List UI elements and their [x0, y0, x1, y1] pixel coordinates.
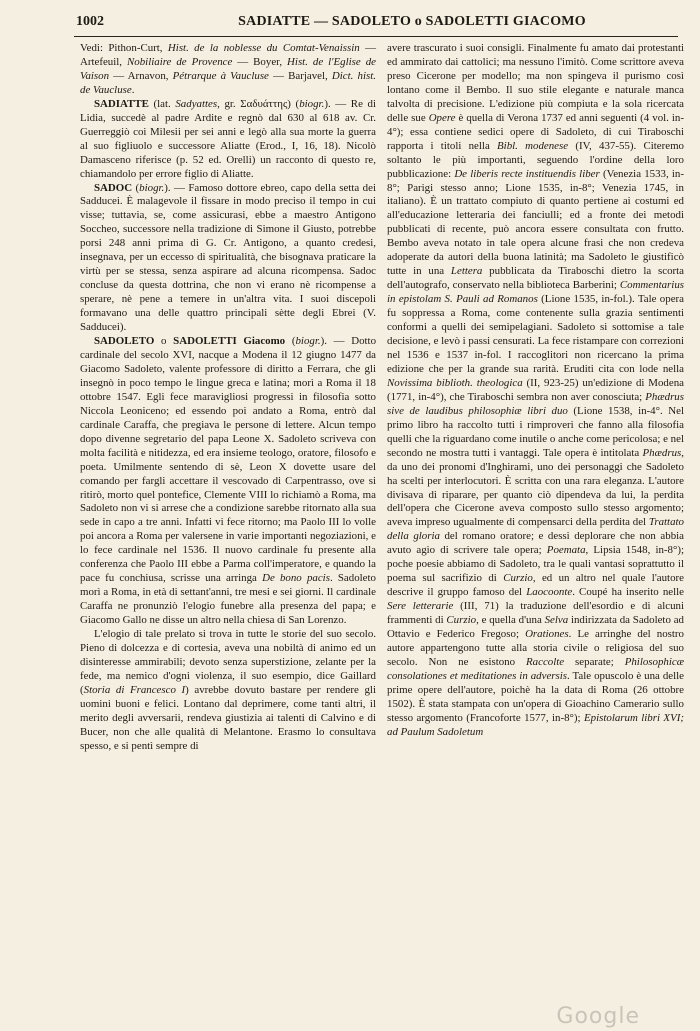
running-title: SADIATTE — SADOLETO o SADOLETTI GIACOMO: [238, 14, 586, 29]
paragraph: L'elogio di tale prelato si trova in tutte le storie del suo secolo. Pieno di dolcezza e di cortesia, aveva una nobiltà di animo ed un disinteresse ammirabili; devoto senza superstizione, zelante per la fede, ma nemico d'ogni violenza, il suo esempio, dice Gaillard (Storia di Francesco I) avrebbe dovuto bastare per rendere gli uomini buoni e felici. Lontano dal deprimere, come tanti altri, il merito degli avversarii, rendeva giustizia ai talenti di Calvino e di Bucer, non che alle qualità di Melantone. Erasmo lo consultava spesso, e si pentì sempre di: [80, 628, 376, 752]
header-rule: [74, 36, 678, 37]
watermark: Google: [556, 1004, 640, 1029]
page-header: [76, 10, 678, 34]
paragraph: SADOLETO o SADOLETTI Giacomo (biogr.). — Dotto cardinale del secolo XVI, nacque a Modena il 12 giugno 1477 da Giacomo Sadoleto, valente professore di diritto a Ferrara, che gli insegnò in poco tempo le lingue greca e latina; morì a Roma il 18 ottobre 1547. Egli fece maravigliosi progressi in filosofia sotto Niccola Leoniceno; ed essendo poi andato a Roma, entrò dal cardinale Caraffa, che pregiava le persone di lettere. Alcun tempo dopo divenne segretario del papa Leone X. Sadoleto scriveva con molta facilità e nitidezza, ed era insieme teologo, oratore, filosofo e poeta. Umilmente sentendo di sè, Leon X dovette usare del comando per fargli accettare il vescovado di Carpentrasso, ove si ritirò, morto quel pontefice, Clemente VIII lo richiamò a Roma, ma Sadoleto non vi si arrese che a condizione sarebbe ritornato alla sua sede in capo a tre anni. Infatti vi fece ritorno; ma Paolo III lo volle poi ancora a Roma per valersene in varie importanti negoziazioni, e lo fece cardinale nel 1536. Il nuovo cardinale fu presente alla conferenza che Paolo III ebbe a Parma coll'imperatore, e quando la pace fu conchiusa, scrisse una arringa De bono pacis. Sadoleto morì a Roma, in età di settant'anni, tre mesi e sei giorni. Il cardinale Caraffa ne pronunziò l'elogio funebre alla presenza del papa; e Giacomo Gallo ne disse un altro nella chiesa di San Lorenzo.: [80, 335, 377, 627]
right-column: [387, 42, 684, 740]
paragraph: SADOC (biogr.). — Famoso dottore ebreo, capo della setta dei Sadducei. È malagevole il fissare in modo preciso il tempo in cui visse; tuttavia, se, come assicurasi, ebbe a maestro Antigono Soccheo, successore nella tradizione di Simone il Giusto, potrebbe porsi 248 anni prima di G. Cr. Antigono, a quanto credesi, insegnava, per un eccesso di spiritualità, che bisognava praticare la virtù per se stessa, senza aspirare ad alcuna ricompensa. Sadoc concluse da questa dottrina, che non vi erano nè ricompense a sperare, nè pene a temere in un'altra vita. I suoi discepoli formavano una delle quattro principali sètte degli Ebrei (V. Sadducei).: [80, 181, 376, 334]
left-column: [80, 42, 376, 754]
paragraph: Vedi: Pithon-Curt, Hist. de la noblesse du Comtat-Venaissin — Artefeuil, Nobiliaire de Provence — Boyer, Hist. de l'Eglise de Vaison — Arnavon, Pétrarque à Vaucluse — Barjavel, Dict. hist. de Vaucluse.: [80, 42, 377, 96]
paragraph: SADIATTE (lat. Sadyattes, gr. Σαδυάττης) (biogr.). — Re di Lidia, succedè al padre Ardite e regnò dal 630 al 618 av. Cr. Guerreggiò coi Milesii per sei anni e legò alla sua morte la guerra al suo figliuolo e successore Aliatte (Erod., I, 16, 18). Nicolò Damasceno riferisce (p. 52 ed. Orelli) un racconto di questo re, chiamandolo per errore figlio di Aliatte.: [80, 97, 376, 180]
page-number: 1002: [76, 14, 104, 29]
paragraph: avere trascurato i suoi consigli. Finalmente fu amato dai protestanti ed ammirato dai cattolici; ma nessuno l'imitò. Come scrittore aveva preso Cicerone per modello; ma non spingeva il purismo così lontano come il Bembo. Il suo stile elegante e naturale manca talvolta di precisione. L'edizione più compiuta e la sola ricercata delle sue Opere è quella di Verona 1737 ed anni seguenti (4 vol. in-4°); essa contiene sedici opere di Sadoleto, di cui Tiraboschi rapporta i titoli nella Bibl. modenese (IV, 437-55). Citeremo soltanto le più importanti, seguendo l'ordine della loro pubblicazione: De liberis recte instituendis liber (Venezia 1533, in-8°; Parigi stesso anno; Lione 1535, in-8°; Venezia 1745, in italiano). È un trattato compiuto di quanto pertiene ai costumi ed all'educazione letteraria dei fanciulli; ed a fronte dei metodi pubblicati di recente, può ancora essere consultata con frutto. Bembo aveva notato in tale opera alcune frasi che non credeva adoperate da autori della buona latinità; ma Sadoleto le giustificò tutte in una Lettera pubblicata da Tiraboschi dietro la scorta dell'autografo, conservato nella biblioteca Barberini; Commentarius in epistolam S. Pauli ad Romanos (Lione 1535, in-fol.). Tale opera fu soppressa a Roma, come contenente sulla grazia sentimenti conformi a quelli dei semipelagiani. Sadoleto si sottomise a tale decisione, e levò i passi censurati. La fece ristampare con correzioni nel 1536 e 1537 in-fol. I raccoglitori non ricercano la prima edizione che per la grande sua rarità. Eruditi cita con lode nella Novissima biblioth. theologica (II, 923-25) un'edizione di Modena (1771, in-4°), che Tiraboschi sembra non aver conosciuta; Phædrus sive de laudibus philosophiæ libri duo (Lione 1538, in-4°. Nel primo libro ha raccolto tutti i rimproveri che fanno alla filosofia quelli che la riguardano come inutile o anche come pericolosa; e nel secondo ne mostra tutti i vantaggi. Tale opera è intitolata Phædrus, da uno dei pronomi d'Inghirami, uno dei personaggi che Sadoleto ha scelti per interlocutori. È scritta con una rara eleganza. L'autore divisava di riparare, per quanto ciò dipendeva da lui, la perdita dell'opera che Cicerone aveva composto sullo stesso argomento; aveva impreso ugualmente di compensarci della perdita del Trattato della gloria del romano oratore; e dessi deplorare che non abbia avuto agio di scrivere tale opera; Poemata, Lipsia 1548, in-8°); poche poesie abbiamo di Sadoleto, tra le quali vantasi soprattutto il poema sul sacrifizio di Curzio, ed un altro nel quale l'autore descrive il gruppo famoso del Laocoonte. Coupé ha inserito nelle Sere letterarie (III, 71) la traduzione dell'esordio e di alcuni frammenti di Curzio, e quella d'una Selva indirizzata da Sadoleto ad Ottavio e Federico Fregoso; Orationes. Le arringhe del nostro autore appartengono tutte alla storia civile o religiosa del suo secolo. Non ne esistono Raccolte separate; Philosophicæ consolationes et meditationes in adversis. Tale opuscolo è una delle prime opere dell'autore, poichè ha la data di Roma (26 ottobre 1502). È stata stampata con un'opera di Gioachino Camerario sullo stesso argomento (Francoforte 1577, in-8°); Epistolarum libri XVI; ad Paulum Sadoletum: [387, 42, 685, 738]
